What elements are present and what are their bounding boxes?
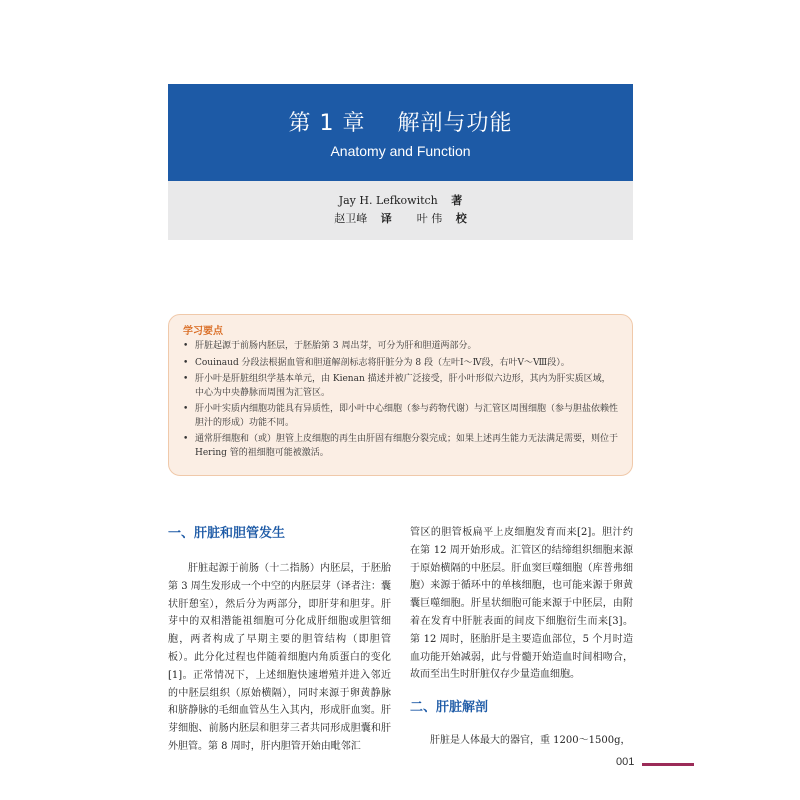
reviewer-name: 叶 伟 bbox=[416, 212, 443, 225]
right-column bbox=[410, 524, 633, 750]
left-column bbox=[168, 524, 391, 756]
page-number-rule bbox=[642, 763, 694, 766]
section-paragraph: 肝脏起源于前肠（十二指肠）内胚层，于胚胎第 3 周生发形成一个中空的内胚层芽（译者注：囊状肝憩室），然后分为两部分，即肝芽和胆芽。肝芽中的双相潜能祖细胞可分化成肝细胞或胆管细胞，两者构成了早期主要的胆管结构（即胆管板）。此分化过程也伴随着细胞内角质蛋白的变化[1]。正常情况下，上述细胞快速增殖并进入邻近的中胚层组织（原始横隔），同时来源于卵黄静脉和脐静脉的毛细血管丛生入其内，形成肝血窦。肝芽细胞、前肠内胚层和胆芽三者共同形成胆囊和肝外胆管。第 8 周时，肝内胆管开始由毗邻汇 bbox=[168, 563, 391, 752]
chapter-banner bbox=[168, 84, 633, 181]
objective-item: • 肝脏起源于前肠内胚层，于胚胎第 3 周出芽，可分为肝和胆道两部分。 bbox=[183, 340, 618, 354]
learning-objectives-box bbox=[168, 314, 633, 476]
translator-role: 译 bbox=[380, 212, 392, 225]
objective-item: • Couinaud 分段法根据血管和胆道解剖标志将肝脏分为 8 段（左叶Ⅰ～Ⅳ段，右叶Ⅴ～Ⅷ段）。 bbox=[183, 357, 618, 371]
chapter-subtitle: Anatomy and Function bbox=[330, 143, 471, 159]
section-paragraph-continued: 管区的胆管板扁平上皮细胞发育而来[2]。胆汁约在第 12 周开始形成。汇管区的结缔组织细胞来源于原始横隔的中胚层。肝血窦巨噬细胞（库普弗细胞）来源于循环中的单核细胞，也可能来源于卵黄囊巨噬细胞。肝星状细胞可能来源于中胚层，由附着在发育中肝脏表面的间皮下细胞衍生而来[3]。第 12 周时，胚胎肝是主要造血部位，5 个月时造血功能开始减弱，此与骨髓开始造血时间相吻合，故而至出生时肝脏仅存少量造血细胞。 bbox=[410, 527, 633, 681]
translator-name: 赵卫峰 bbox=[334, 212, 368, 225]
reviewer-role: 校 bbox=[455, 212, 467, 225]
objective-item: • 肝小叶是肝脏组织学基本单元，由 Kienan 描述并被广泛接受，肝小叶形似六边形，其内为肝实质区域，中心为中央静脉而周围为汇管区。 bbox=[183, 373, 618, 400]
chapter-title: 第 1 章 解剖与功能 bbox=[288, 111, 513, 136]
section-heading-anatomy: 二、肝脏解剖 bbox=[410, 700, 489, 716]
objective-item: • 通常肝细胞和（或）胆管上皮细胞的再生由肝固有细胞分裂完成；如果上述再生能力无法满足需要，则位于 Hering 管的祖细胞可能被激活。 bbox=[183, 433, 618, 460]
author-name: Jay H. Lefkowitch bbox=[338, 194, 438, 207]
section-paragraph: 肝脏是人体最大的器官，重 1200～1500g， bbox=[430, 735, 631, 747]
objective-item: • 肝小叶实质内细胞功能具有异质性，即小叶中心细胞（参与药物代谢）与汇管区周围细胞（参与胆盐依赖性胆汁的形成）功能不同。 bbox=[183, 403, 618, 430]
objectives-heading: 学习要点 bbox=[183, 326, 223, 337]
section-heading-development: 一、肝脏和胆管发生 bbox=[168, 526, 286, 541]
objectives-list bbox=[183, 340, 618, 460]
page-number: 001 bbox=[616, 756, 635, 768]
credits-panel bbox=[168, 181, 633, 240]
author-role: 著 bbox=[451, 194, 463, 207]
